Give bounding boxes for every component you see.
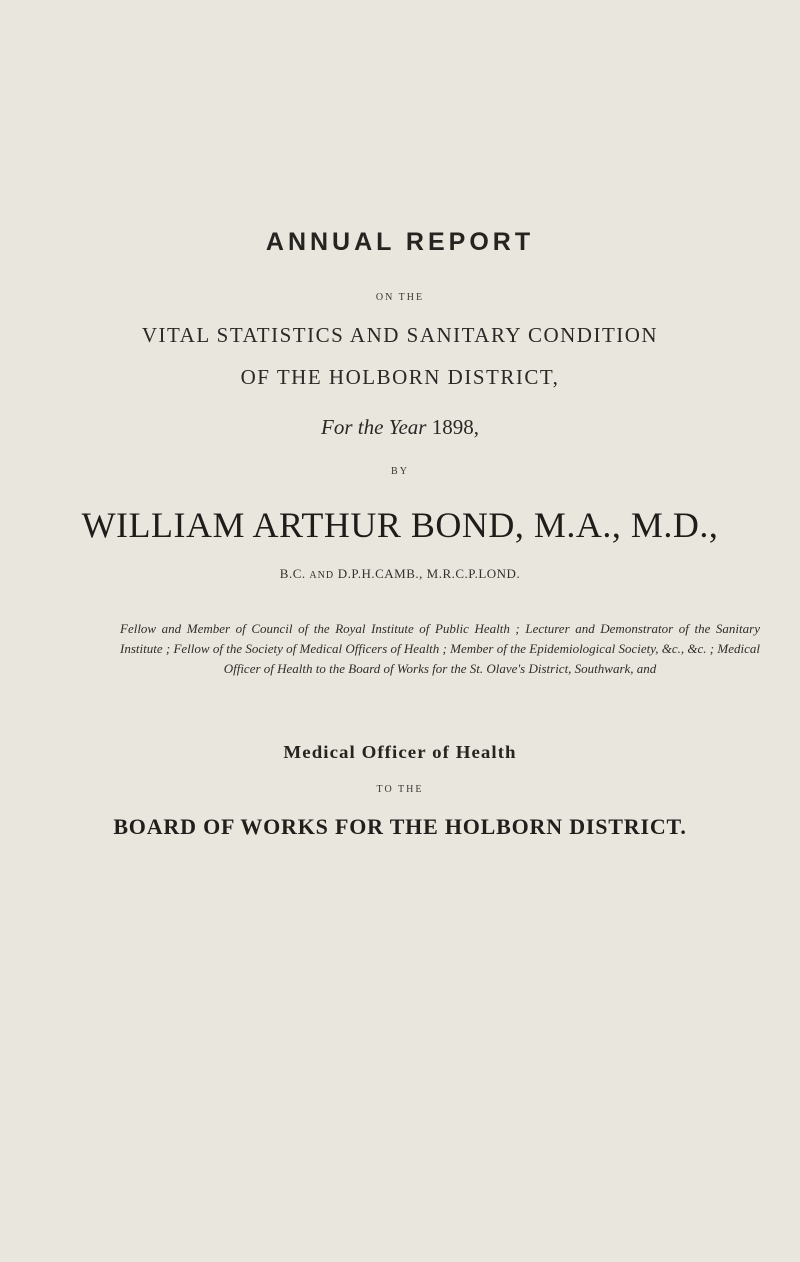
report-year: 1898, bbox=[431, 415, 479, 439]
subject-line-1: VITAL STATISTICS AND SANITARY CONDITION bbox=[141, 323, 659, 347]
qualifications-part-1: B.C. bbox=[279, 566, 306, 581]
report-title: ANNUAL REPORT bbox=[265, 228, 535, 256]
year-prefix: For the Year bbox=[321, 415, 427, 439]
to-the-label: TO THE bbox=[376, 784, 424, 795]
on-the-label: ON THE bbox=[375, 292, 425, 303]
author-name: WILLIAM ARTHUR BOND, M.A., M.D., bbox=[81, 505, 719, 545]
report-year-line bbox=[0, 415, 800, 440]
qualifications-and: AND bbox=[309, 570, 335, 581]
subject-line-2: OF THE HOLBORN DISTRICT, bbox=[240, 365, 560, 389]
author-description: Fellow and Member of Council of the Royal Institute of Public Health ; Lecturer and Demonstrator of the Sanitary Institute ; Fellow of the Society of Medical Officers of Health ; Member of the Epidemiological Society, &c., &c. ; Medical Officer of Health to the Board of Works for the St. Olave's District, Southwark, and bbox=[120, 621, 760, 676]
board-name: BOARD OF WORKS FOR THE HOLBORN DISTRICT. bbox=[113, 814, 687, 839]
by-label: BY bbox=[391, 466, 409, 477]
author-qualifications bbox=[0, 566, 800, 582]
office-title: Medical Officer of Health bbox=[283, 742, 517, 762]
qualifications-part-2: D.P.H.CAMB., M.R.C.P.LOND. bbox=[337, 566, 521, 581]
